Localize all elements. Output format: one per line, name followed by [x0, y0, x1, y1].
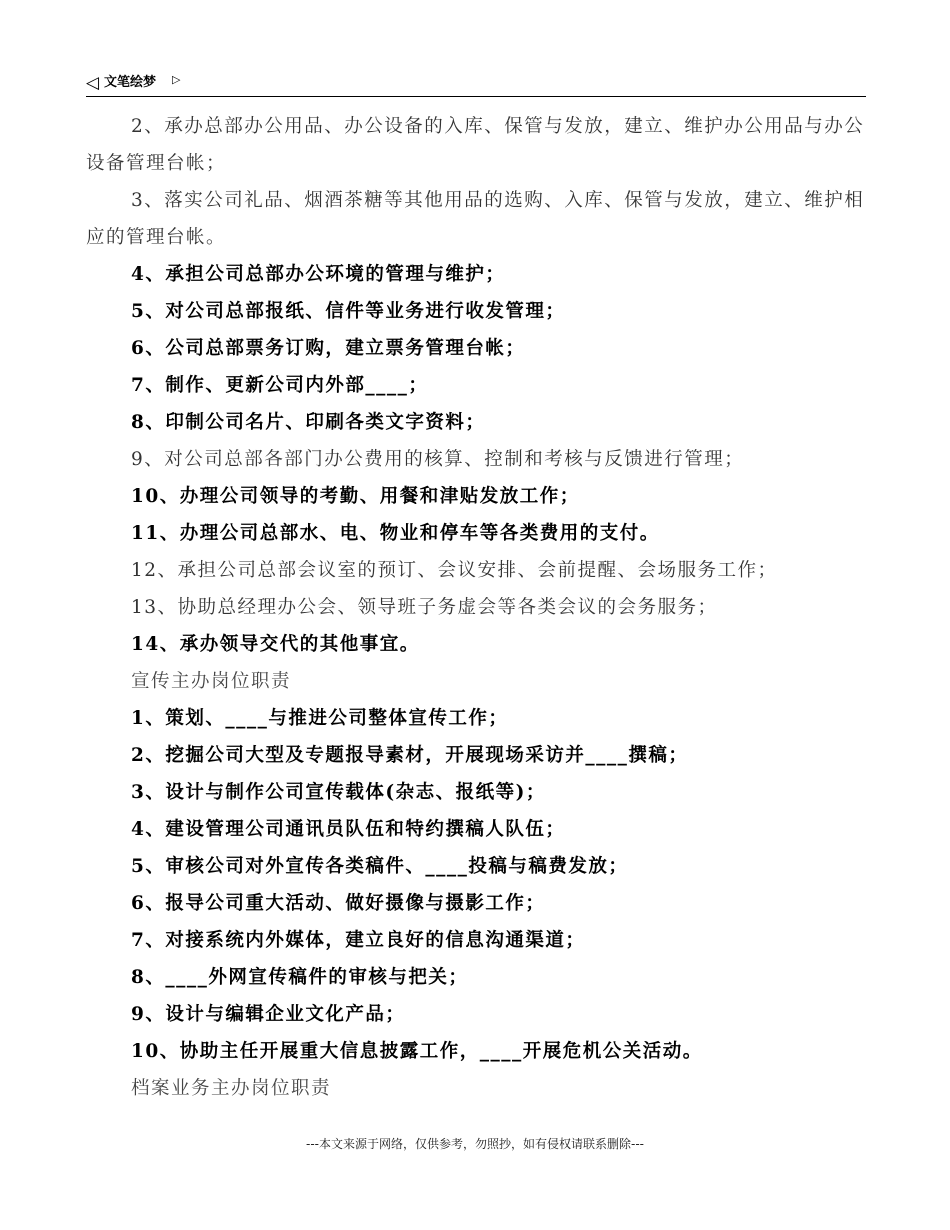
section-heading: 宣传主办岗位职责 — [131, 671, 292, 692]
right-triangle-icon: ▷ — [172, 73, 181, 86]
duty-item: 10、协助主任开展重大信息披露工作，____开展危机公关活动。 — [131, 1041, 703, 1062]
duty-item: 7、对接系统内外媒体，建立良好的信息沟通渠道； — [131, 930, 586, 951]
page-header — [86, 72, 866, 97]
duty-item: 10、办理公司领导的考勤、用餐和津贴发放工作； — [131, 486, 580, 507]
duty-item: 8、印制公司名片、印刷各类文字资料； — [131, 412, 486, 433]
duty-item: 2、承办总部办公用品、办公设备的入库、保管与发放，建立、维护办公用品与办公设备管理台帐； — [86, 116, 865, 174]
duty-item: 13、协助总经理办公会、领导班子务虚会等各类会议的会务服务； — [131, 597, 718, 618]
duty-item: 3、落实公司礼品、烟酒茶糖等其他用品的选购、入库、保管与发放，建立、维护相应的管理台帐。 — [86, 190, 865, 248]
duty-item: 3、设计与制作公司宣传载体(杂志、报纸等)； — [131, 782, 546, 803]
duty-item: 5、审核公司对外宣传各类稿件、____投稿与稿费发放； — [131, 856, 629, 877]
duty-item: 2、挖掘公司大型及专题报导素材，开展现场采访并____撰稿； — [131, 745, 689, 766]
duty-item: 9、设计与编辑企业文化产品； — [131, 1004, 406, 1025]
duty-item: 14、承办领导交代的其他事宜。 — [131, 634, 420, 655]
duty-item: 4、建设管理公司通讯员队伍和特约撰稿人队伍； — [131, 819, 566, 840]
duty-item: 1、策划、____与推进公司整体宣传工作； — [131, 708, 509, 729]
duty-item: 4、承担公司总部办公环境的管理与维护； — [131, 264, 506, 285]
duty-item: 9、对公司总部各部门办公费用的核算、控制和考核与反馈进行管理； — [131, 449, 745, 470]
section-heading: 档案业务主办岗位职责 — [131, 1078, 332, 1099]
duty-item: 8、____外网宣传稿件的审核与把关； — [131, 967, 469, 988]
duty-item: 11、办理公司总部水、电、物业和停车等各类费用的支付。 — [131, 523, 660, 544]
duty-item: 5、对公司总部报纸、信件等业务进行收发管理； — [131, 301, 566, 322]
duty-item: 6、公司总部票务订购，建立票务管理台帐； — [131, 338, 526, 359]
duty-item: 12、承担公司总部会议室的预订、会议安排、会前提醒、会场服务工作； — [131, 560, 778, 581]
left-triangle-icon: ◁ — [86, 73, 100, 93]
duty-item: 6、报导公司重大活动、做好摄像与摄影工作； — [131, 893, 546, 914]
document-body — [86, 108, 866, 1107]
duty-item: 7、制作、更新公司内外部____； — [131, 375, 429, 396]
header-brand: 文笔绘梦 — [104, 75, 157, 90]
page-footer: ---本文来源于网络，仅供参考，勿照抄，如有侵权请联系删除--- — [306, 1137, 644, 1151]
